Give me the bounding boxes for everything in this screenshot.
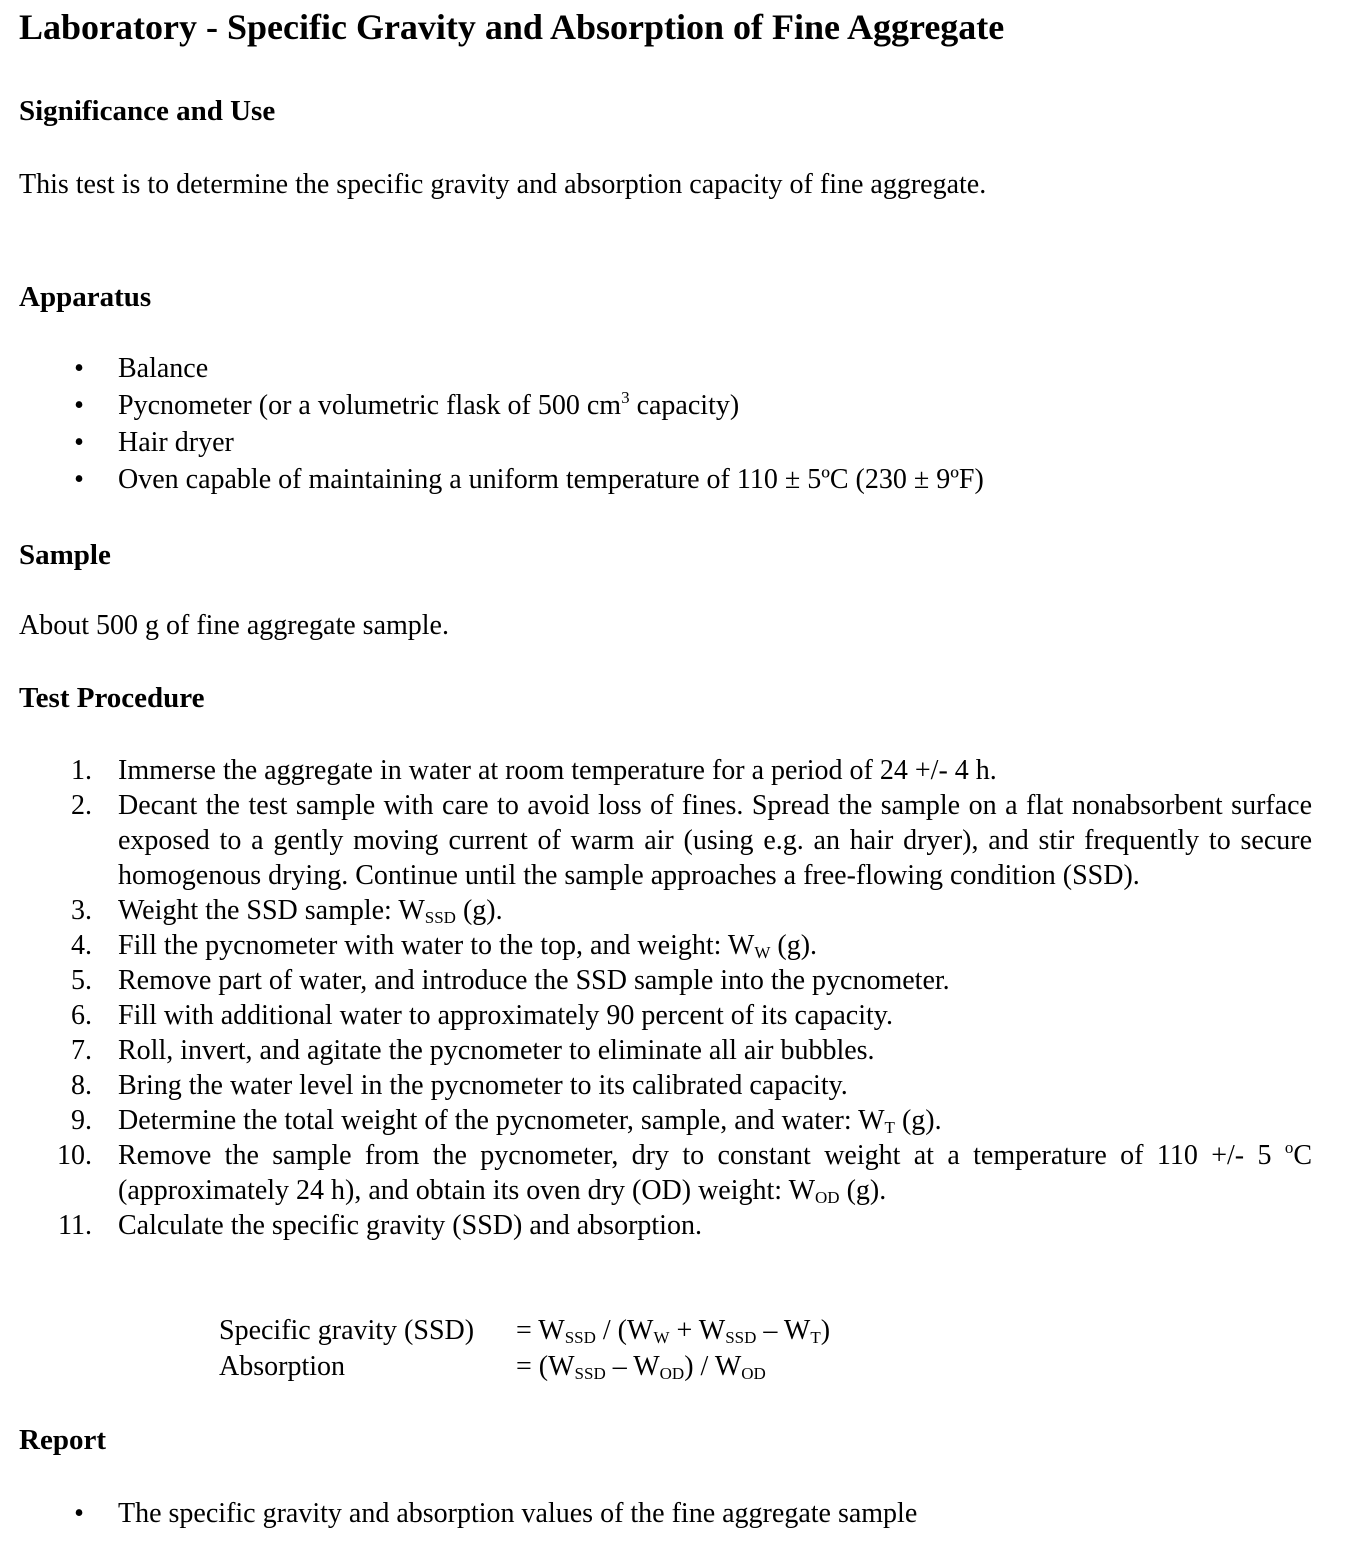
text-segment: Weight the SSD sample: W <box>118 895 425 926</box>
bullet-icon: • <box>74 1498 84 1529</box>
list-item <box>19 1103 1312 1138</box>
text-segment: = (W <box>516 1351 575 1382</box>
superscript: o <box>1284 1138 1294 1157</box>
text-segment: Remove the sample from the pycnometer, dry to constant weight at a temperature of 110 +/- 5 <box>118 1140 1285 1171</box>
step-number: 9. <box>71 1105 92 1136</box>
text-segment: + W <box>669 1315 726 1346</box>
list-item <box>19 463 984 500</box>
text-segment: (g). <box>455 895 503 926</box>
subscript: T <box>884 1118 895 1137</box>
section-heading-apparatus: Apparatus <box>19 281 152 313</box>
step-number: 7. <box>71 1035 92 1066</box>
step-number: 4. <box>71 930 92 961</box>
apparatus-item-text: Oven capable of maintaining a uniform temperature of 110 ± 5ºC (230 ± 9ºF) <box>118 464 984 495</box>
subscript: W <box>653 1328 670 1347</box>
step-number: 8. <box>71 1070 92 1101</box>
section-heading-procedure: Test Procedure <box>19 682 205 714</box>
text-segment: C (approximately 24 h), and obtain its oven dry (OD) weight: W <box>118 1140 1312 1206</box>
section-heading-significance: Significance and Use <box>19 95 276 127</box>
list-item <box>19 788 1312 893</box>
step-text: Remove part of water, and introduce the SSD sample into the pycnometer. <box>118 965 950 996</box>
subscript: T <box>810 1328 821 1347</box>
step-number: 2. <box>71 790 92 821</box>
list-item <box>19 1068 1312 1103</box>
bullet-icon: • <box>74 353 84 384</box>
step-number: 1. <box>71 755 92 786</box>
formula-expression <box>516 1314 830 1348</box>
report-item-text: The specific gravity and absorption values of the fine aggregate sample <box>118 1498 918 1529</box>
list-item <box>19 389 984 426</box>
text-segment: ) <box>820 1315 831 1346</box>
text-segment: (g). <box>894 1105 942 1136</box>
report-list <box>19 1497 917 1534</box>
step-text: Immerse the aggregate in water at room temperature for a period of 24 +/- 4 h. <box>118 755 997 786</box>
step-number: 6. <box>71 1000 92 1031</box>
section-heading-sample: Sample <box>19 539 111 571</box>
apparatus-item-text: Balance <box>118 353 209 384</box>
list-item <box>19 928 1312 963</box>
formula-label: Specific gravity (SSD) <box>219 1315 475 1346</box>
subscript: SSD <box>574 1364 606 1383</box>
sample-text: About 500 g of fine aggregate sample. <box>19 610 449 641</box>
text-segment: – W <box>605 1351 660 1382</box>
section-heading-report: Report <box>19 1424 106 1456</box>
apparatus-list <box>19 352 984 500</box>
step-text <box>118 893 1312 928</box>
subscript: OD <box>741 1364 766 1383</box>
text-segment: / (W <box>595 1315 654 1346</box>
formula-label: Absorption <box>219 1351 345 1382</box>
step-text <box>118 928 1312 963</box>
text-segment: (g). <box>839 1175 887 1206</box>
formula-expression <box>516 1350 766 1384</box>
list-item <box>19 1208 1312 1243</box>
apparatus-item-text <box>118 390 739 421</box>
bullet-icon: • <box>74 427 84 458</box>
superscript: 3 <box>621 388 630 407</box>
text-segment: Determine the total weight of the pycnometer, sample, and water: W <box>118 1105 885 1136</box>
step-text <box>118 1138 1312 1208</box>
significance-text: This test is to determine the specific gravity and absorption capacity of fine aggregate. <box>19 169 987 200</box>
list-item <box>19 1033 1312 1068</box>
subscript: OD <box>815 1188 840 1207</box>
subscript: OD <box>659 1364 685 1383</box>
list-item <box>19 1138 1312 1208</box>
text-segment: capacity) <box>629 390 740 421</box>
step-text: Calculate the specific gravity (SSD) and absorption. <box>118 1210 702 1241</box>
text-segment: = W <box>516 1315 565 1346</box>
text-segment: ) / W <box>684 1351 742 1382</box>
subscript: W <box>754 943 771 962</box>
subscript: SSD <box>564 1328 596 1347</box>
subscript: SSD <box>424 908 456 927</box>
bullet-icon: • <box>74 464 84 495</box>
list-item <box>19 753 1312 788</box>
step-text: Decant the test sample with care to avoid loss of fines. Spread the sample on a flat nonabsorbent surface exposed to a gently moving current of warm air (using e.g. an hair dryer), and stir frequently to secure homogenous drying. Continue until the sample approaches a free-flowing condition (SSD). <box>118 790 1312 891</box>
subscript: SSD <box>725 1328 757 1347</box>
step-number: 10. <box>57 1140 92 1171</box>
text-segment: – W <box>756 1315 811 1346</box>
step-text <box>118 1103 1312 1138</box>
list-item <box>19 963 1312 998</box>
text-segment: (g). <box>770 930 818 961</box>
text-segment: Fill the pycnometer with water to the top, and weight: W <box>118 930 755 961</box>
list-item <box>19 352 984 389</box>
step-number: 3. <box>71 895 92 926</box>
step-text: Bring the water level in the pycnometer to its calibrated capacity. <box>118 1070 848 1101</box>
step-number: 11. <box>58 1210 92 1241</box>
list-item <box>19 426 984 463</box>
list-item <box>19 893 1312 928</box>
bullet-icon: • <box>74 390 84 421</box>
step-text: Fill with additional water to approximately 90 percent of its capacity. <box>118 1000 893 1031</box>
list-item <box>19 998 1312 1033</box>
text-segment: Pycnometer (or a volumetric flask of 500 cm <box>118 390 622 421</box>
apparatus-item-text: Hair dryer <box>118 427 234 458</box>
page-title: Laboratory - Specific Gravity and Absorption of Fine Aggregate <box>19 7 1005 47</box>
step-number: 5. <box>71 965 92 996</box>
list-item <box>19 1497 917 1534</box>
procedure-list <box>19 753 1312 1243</box>
step-text: Roll, invert, and agitate the pycnometer to eliminate all air bubbles. <box>118 1035 875 1066</box>
